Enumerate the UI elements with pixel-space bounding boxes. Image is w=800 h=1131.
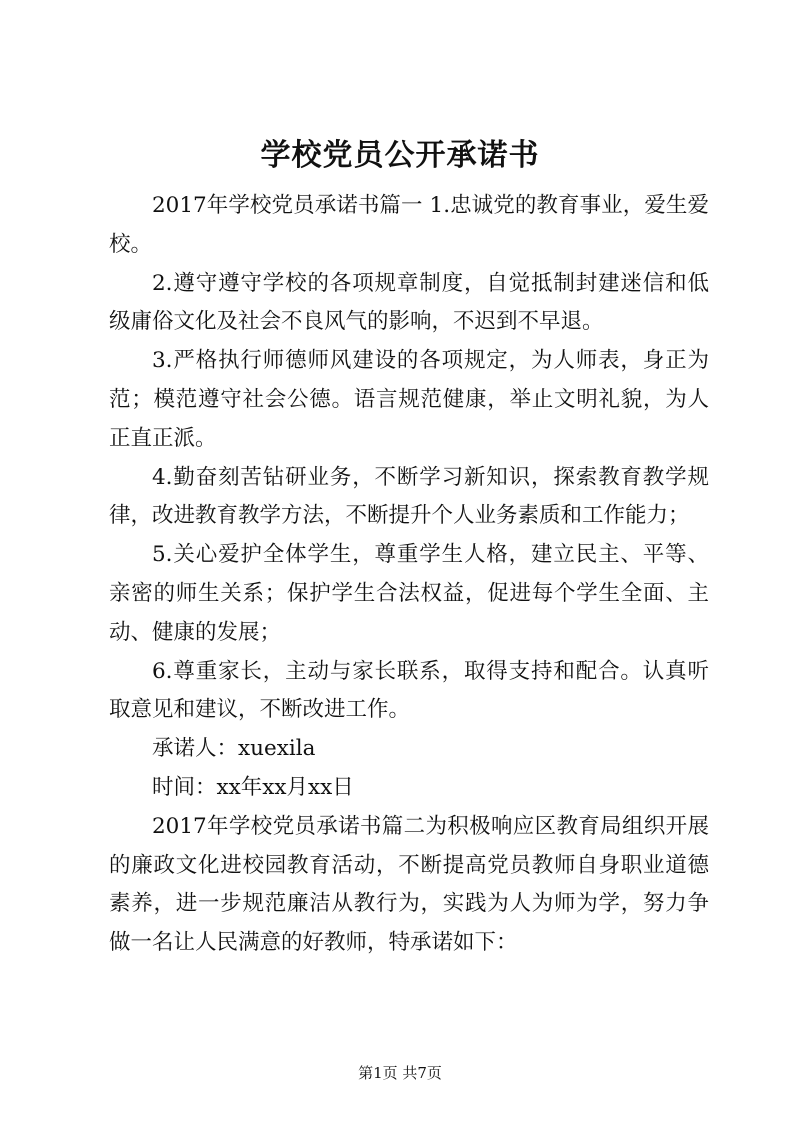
paragraph-3: 3.严格执行师德师风建设的各项规定，为人师表，身正为范；模范遵守社会公德。语言规范健康，举止文明礼貌，为人正直正派。: [109, 348, 709, 451]
paragraph-5: 5.关心爱护全体学生，尊重学生人格，建立民主、平等、亲密的师生关系；保护学生合法权益，促进每个学生全面、主动、健康的发展；: [109, 542, 709, 645]
paragraph-6: 6.尊重家长，主动与家长联系，取得支持和配合。认真听取意见和建议，不断改进工作。: [109, 658, 709, 723]
document-body: [109, 187, 709, 963]
paragraph-4: 4.勤奋刻苦钻研业务，不断学习新知识，探索教育教学规律，改进教育教学方法，不断提升个人业务素质和工作能力；: [109, 464, 709, 529]
paragraph-1: 2017年学校党员承诺书篇一 1.忠诚党的教育事业，爱生爱校。: [109, 193, 709, 257]
page-footer: 第1页 共7页: [358, 1064, 442, 1082]
signatory-line: 承诺人：xuexila: [152, 736, 316, 762]
date-line: 时间：xx年xx月xx日: [152, 774, 354, 800]
document-title: 学校党员公开承诺书: [260, 138, 540, 173]
paragraph-part-two: 2017年学校党员承诺书篇二为积极响应区教育局组织开展的廉政文化进校园教育活动，不断提高党员教师自身职业道德素养，进一步规范廉洁从教行为，实践为人为师为学，努力争做一名让人民满意的好教师，特承诺如下：: [109, 813, 709, 956]
paragraph-2: 2.遵守遵守学校的各项规章制度，自觉抵制封建迷信和低级庸俗文化及社会不良风气的影响，不迟到不早退。: [109, 270, 709, 335]
